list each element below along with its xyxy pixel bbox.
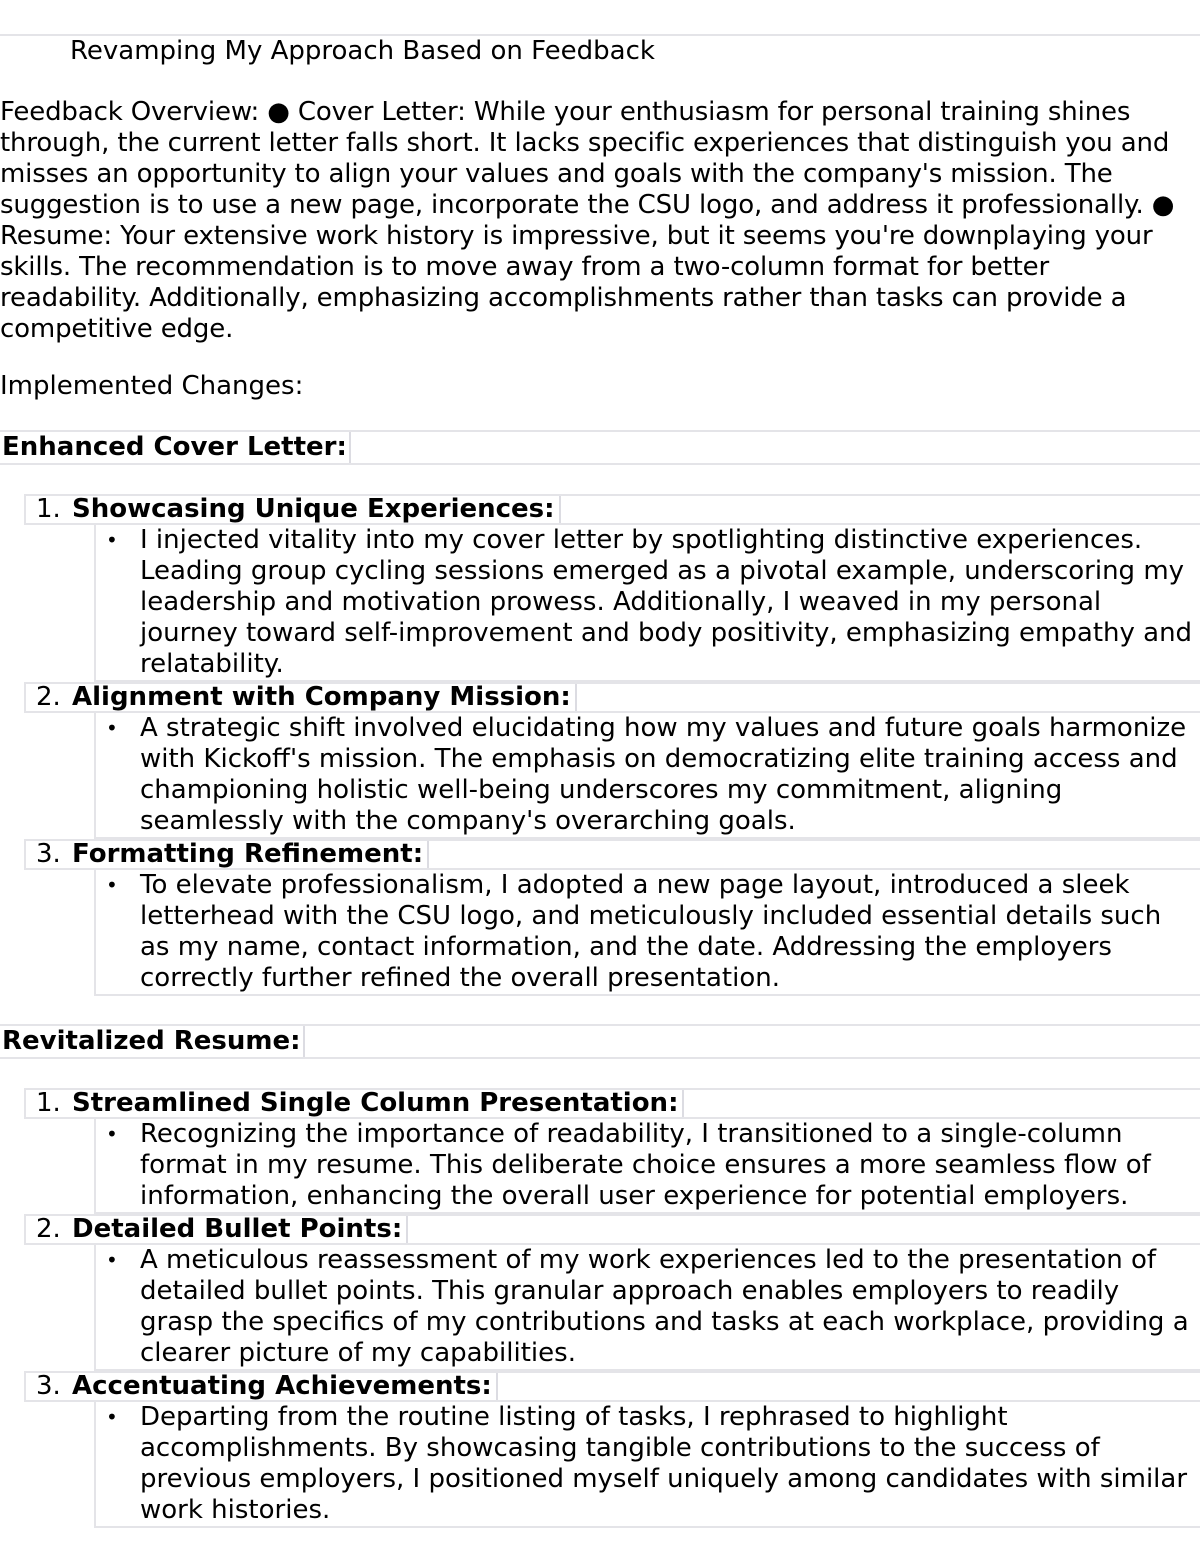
item-number: 1. <box>36 494 61 524</box>
item-label: Formatting Refinement: <box>72 839 424 869</box>
section-heading-row <box>0 430 1200 465</box>
item-number: 3. <box>36 839 61 869</box>
item-heading-row <box>24 494 1200 525</box>
item-text: Recognizing the importance of readability, I transitioned to a single-column format in my resume. This deliberate choice ensures a more seamless flow of information, enhancing the overall user experience for potential employers. <box>140 1119 1151 1211</box>
section-heading: Revitalized Resume: <box>0 1026 305 1057</box>
list-item <box>24 1214 1200 1371</box>
list-item <box>24 1371 1200 1528</box>
item-number: 1. <box>36 1088 61 1118</box>
item-label: Streamlined Single Column Presentation: <box>72 1088 679 1118</box>
item-number: 2. <box>36 682 61 712</box>
section-heading: Enhanced Cover Letter: <box>0 432 351 463</box>
section-resume <box>0 1024 1200 1528</box>
item-text: A strategic shift involved elucidating how my values and future goals harmonize with Kickoff's mission. The emphasis on democratizing elite training access and championing holistic well-being underscores my commitment, aligning seamlessly with the company's overarching goals. <box>140 713 1187 836</box>
bullet-icon: • <box>106 873 118 897</box>
bullet-icon: • <box>106 1248 118 1272</box>
item-body <box>94 1245 1200 1371</box>
section-heading-row <box>0 1024 1200 1059</box>
list-item <box>24 1088 1200 1214</box>
item-label: Alignment with Company Mission: <box>72 682 571 712</box>
item-heading-row <box>24 682 1200 713</box>
item-body <box>94 525 1200 682</box>
bullet-icon: • <box>106 528 118 552</box>
document-title: Revamping My Approach Based on Feedback <box>70 36 655 66</box>
implemented-changes-label: Implemented Changes: <box>0 371 304 401</box>
item-body <box>94 713 1200 839</box>
item-heading <box>26 496 561 523</box>
list-item <box>24 682 1200 839</box>
item-body <box>94 870 1200 996</box>
item-heading <box>26 684 577 711</box>
item-number: 3. <box>36 1371 61 1401</box>
item-label: Accentuating Achievements: <box>72 1371 492 1401</box>
item-text: To elevate professionalism, I adopted a new page layout, introduced a sleek letterhead with the CSU logo, and meticulously included essential details such as my name, contact information, and the date. Addressing the employers correctly further refined the overall presentation. <box>140 870 1162 993</box>
item-heading-row <box>24 1214 1200 1245</box>
item-number: 2. <box>36 1214 61 1244</box>
list-item <box>24 839 1200 996</box>
item-heading <box>26 841 429 868</box>
bullet-icon: • <box>106 716 118 740</box>
section-cover-letter <box>0 430 1200 996</box>
item-heading <box>26 1216 408 1243</box>
item-heading-row <box>24 839 1200 870</box>
item-label: Showcasing Unique Experiences: <box>72 494 555 524</box>
item-heading-row <box>24 1088 1200 1119</box>
item-heading-row <box>24 1371 1200 1402</box>
item-text: I injected vitality into my cover letter by spotlighting distinctive experiences. Leading group cycling sessions emerged as a pivotal example, underscoring my leadership and motivation prowess. Additionally, I weaved in my personal journey toward self-improvement and body positivity, emphasizing empathy and relatability. <box>140 525 1193 679</box>
feedback-overview: Feedback Overview: ● Cover Letter: While your enthusiasm for personal training shines through, the current letter falls short. It lacks specific experiences that distinguish you and misses an opportunity to align your values and goals with the company's mission. The suggestion is to use a new page, incorporate the CSU logo, and address it professionally. ● Resume: Your extensive work history is impressive, but it seems you're downplaying your skills. The recommendation is to move away from a two-column format for better readability. Additionally, emphasizing accomplishments rather than tasks can provide a competitive edge. <box>0 97 1175 344</box>
item-heading <box>26 1090 684 1117</box>
bullet-icon: • <box>106 1405 118 1429</box>
item-text: A meticulous reassessment of my work experiences led to the presentation of detailed bullet points. This granular approach enables employers to readily grasp the specifics of my contributions and tasks at each workplace, providing a clearer picture of my capabilities. <box>140 1245 1189 1368</box>
item-body <box>94 1402 1200 1528</box>
item-text: Departing from the routine listing of tasks, I rephrased to highlight accomplishments. By showcasing tangible contributions to the success of previous employers, I positioned myself uniquely among candidates with similar work histories. <box>140 1402 1188 1525</box>
list-item <box>24 494 1200 682</box>
item-label: Detailed Bullet Points: <box>72 1214 403 1244</box>
item-body <box>94 1119 1200 1214</box>
item-heading <box>26 1373 498 1400</box>
bullet-icon: • <box>106 1122 118 1146</box>
